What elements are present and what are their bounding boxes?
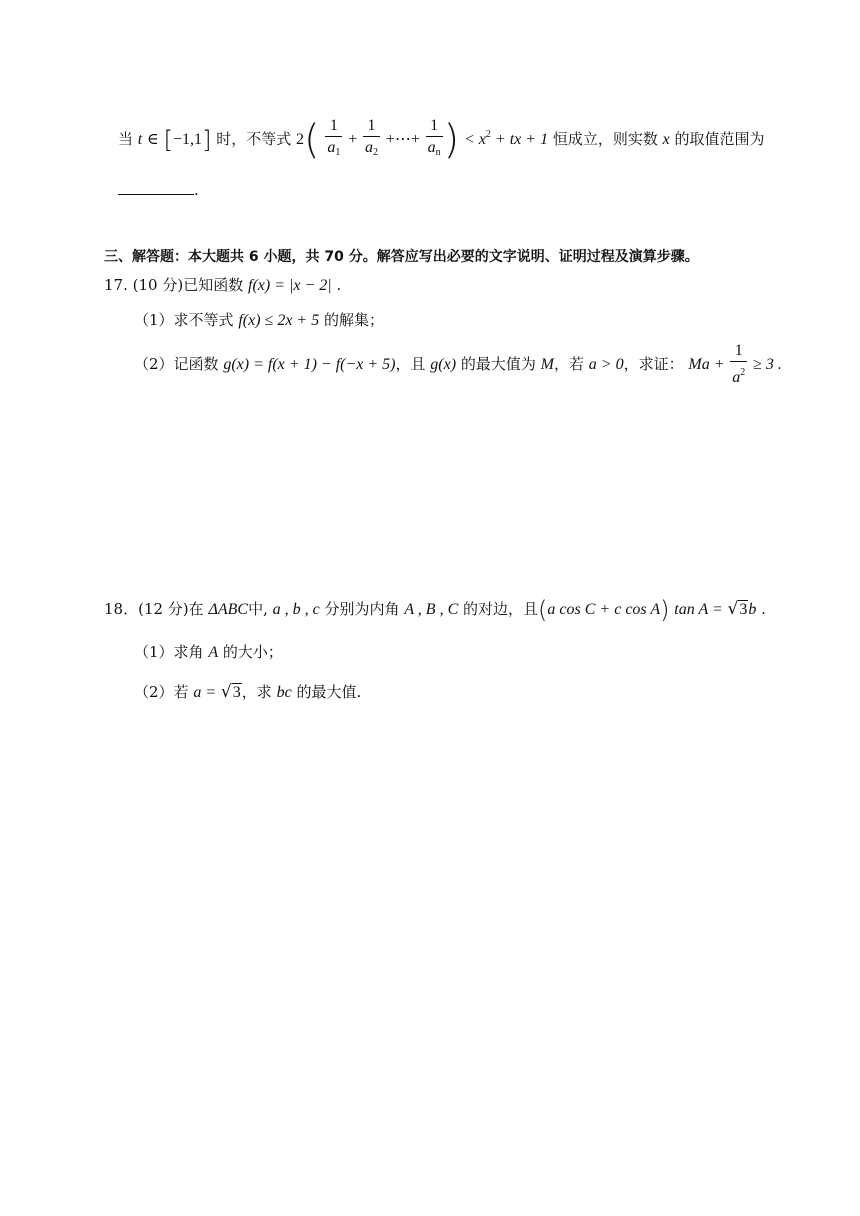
q17-p2-label: （2）	[134, 355, 174, 373]
q18-p1-label: （1）	[134, 643, 174, 661]
q16-line	[118, 116, 765, 164]
q17-part-1	[134, 309, 384, 330]
q17-p2-text4: ，若	[553, 355, 584, 373]
q17-part-2	[134, 341, 782, 389]
q16-bracket-right: ]	[202, 126, 212, 154]
q17-p2-fraction: $\frac{1}{a^2}$	[732, 342, 746, 386]
q18-eq-b: b	[748, 601, 757, 618]
q18-text2: 中,	[248, 600, 268, 618]
q18-p2-math2: bc	[276, 684, 292, 701]
q18-p1-text: 求角	[173, 643, 204, 661]
q16-suffix2: 的取值范围为	[674, 130, 765, 148]
q17-p2-math3: M	[540, 356, 554, 373]
q16-plus-1: +	[348, 131, 358, 148]
q16-interval: −1,1	[173, 131, 203, 148]
q17-stem-text: 已知函数	[183, 276, 244, 294]
section-3-heading: 三、解答题：本大题共 6 小题，共 70 分。解答应写出必要的文字说明、证明过程及演算步骤。	[104, 249, 699, 265]
q16-var-t: t	[137, 131, 143, 148]
q18-score: (12 分)	[138, 600, 189, 618]
q16-prefix: 当	[118, 130, 134, 148]
q17-p1-end: 的解集；	[324, 311, 385, 329]
q17-p1-math: f(x) ≤ 2x + 5	[238, 312, 320, 329]
q16-answer-blank[interactable]	[118, 180, 194, 195]
q17-number: 17.	[104, 276, 128, 294]
q18-p2-math1: a =	[193, 684, 217, 701]
q17-p2-math2: g(x)	[430, 356, 457, 373]
q16-paren-left: (	[304, 117, 320, 163]
q18-text4: 的对边，且	[463, 600, 539, 618]
q17-p2-math4: a > 0	[588, 356, 624, 373]
q16-frac-1: $\frac{1}{a_1}$	[327, 117, 341, 158]
q16-frac-2: $\frac{1}{a_2}$	[365, 117, 378, 158]
q17-p2-math1: g(x) = f(x + 1) − f(−x + 5)	[223, 356, 396, 373]
q16-bracket-left: [	[163, 126, 174, 154]
q16-shi: 时，不等式	[216, 130, 292, 148]
q18-p2-text3: 的最大值.	[296, 683, 362, 701]
q18-angles: A , B , C	[404, 601, 459, 618]
q18-triangle: ΔABC	[208, 601, 249, 618]
q18-p1-end: 的大小；	[222, 643, 283, 661]
q16-plus-2: +	[385, 131, 395, 148]
q17-p2-text1: 记函数	[173, 355, 219, 373]
q18-eq-end: .	[761, 600, 766, 618]
q18-paren-right: )	[660, 596, 670, 624]
q18-eq-tan: tan A =	[674, 601, 723, 618]
q18-p2-text1: 若	[173, 683, 189, 701]
q17-p2-math5a: Ma +	[688, 356, 725, 373]
q16-in: ∈	[147, 131, 159, 148]
q17-p2-text3: 的最大值为	[460, 355, 536, 373]
q17-p2-math5b: ≥ 3 .	[753, 356, 782, 373]
q17-score: (10 分)	[132, 276, 184, 294]
q18-text3: 分别为内角	[324, 600, 400, 618]
q16-answer-line	[118, 180, 199, 199]
q18-paren-left: (	[538, 596, 548, 624]
q17-p1-text: 求不等式	[173, 311, 234, 329]
q17-p2-text2: ，且	[395, 355, 426, 373]
q18-p2-text2: ，求	[241, 683, 272, 701]
q18-p2-label: （2）	[134, 683, 174, 701]
q16-suffix: 恒成立，则实数	[552, 130, 658, 148]
q17-stem	[104, 274, 341, 295]
q18-sqrt: √3	[727, 599, 748, 619]
q16-coef: 2	[296, 131, 305, 148]
q17-p1-label: （1）	[134, 311, 174, 329]
q16-plus-3: +	[410, 131, 420, 148]
q18-part-1	[134, 641, 283, 662]
q18-sides: a , b , c	[272, 601, 320, 618]
q17-p2-text5: ，求证：	[623, 355, 684, 373]
q16-end-dot: .	[194, 181, 199, 199]
q16-rhs: < $x^2$ + tx + 1	[464, 129, 549, 148]
q18-part-2	[134, 681, 361, 702]
q18-p1-math: A	[208, 644, 219, 661]
q18-number: 18．	[104, 600, 139, 618]
q17-func: f(x) = |x − 2|	[248, 277, 332, 294]
q16-paren-right: )	[443, 117, 460, 163]
q18-eq-inner: a cos C + c cos A	[547, 601, 661, 618]
q16-frac-n: $\frac{1}{a_n}$	[427, 117, 441, 158]
q18-p2-sqrt: √3	[220, 682, 241, 702]
q18-stem	[104, 598, 766, 622]
q16-dots: ⋯	[394, 131, 411, 148]
q16-var-x: x	[662, 131, 670, 148]
q18-text1: 在	[188, 600, 204, 618]
q17-stem-end: .	[336, 276, 342, 294]
